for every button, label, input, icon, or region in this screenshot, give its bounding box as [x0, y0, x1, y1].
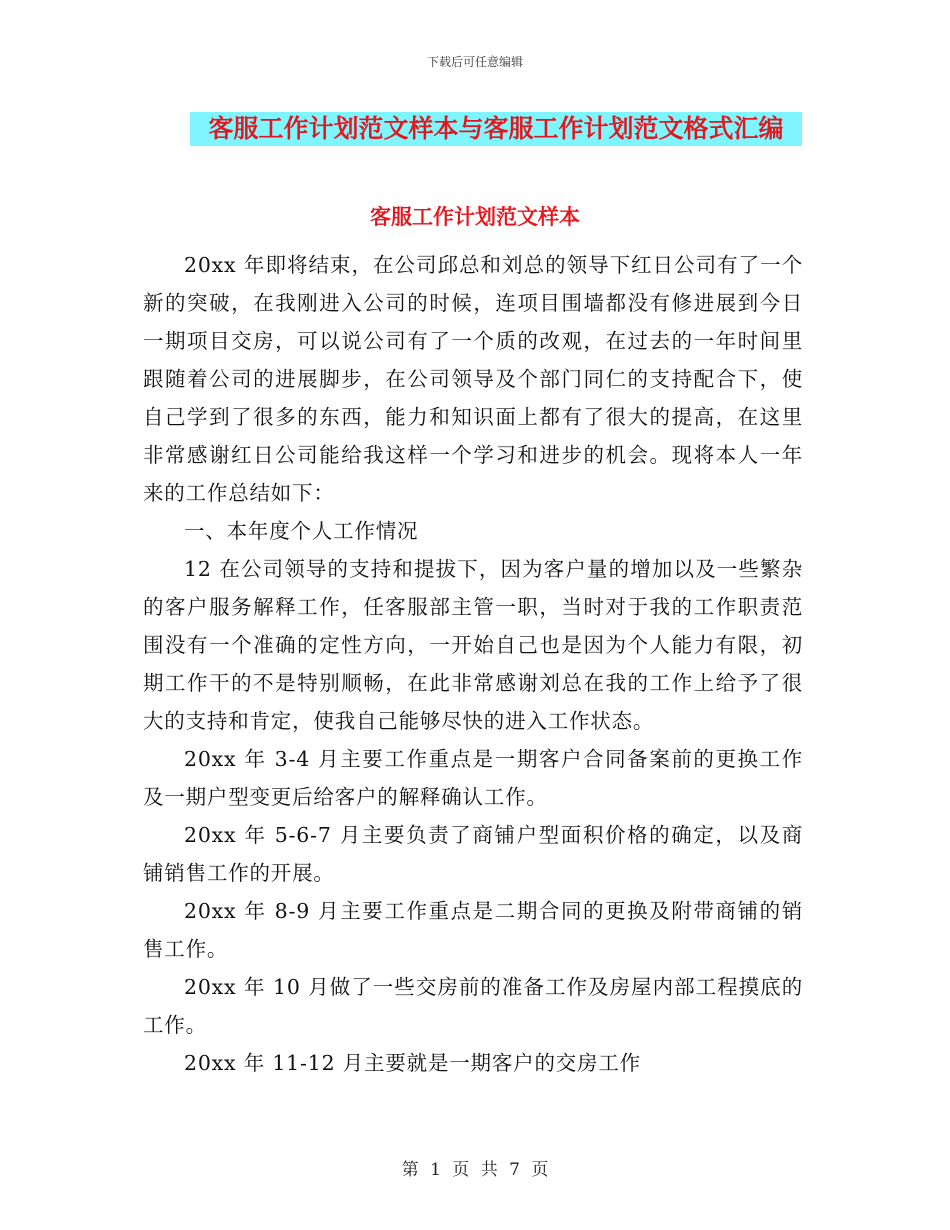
section-title: 客服工作计划范文样本 — [370, 205, 580, 229]
paragraph: 20xx 年 3-4 月主要工作重点是一期客户合同备案前的更换工作及一期户型变更后给客户的解释确认工作。 — [143, 747, 803, 809]
paragraph: 12 在公司领导的支持和提拔下，因为客户量的增加以及一些繁杂的客户服务解释工作，任客服部主管一职，当时对于我的工作职责范围没有一个准确的定性方向，一开始自己也是因为个人能力有限，初期工作干的不是特别顺畅，在此非常感谢刘总在我的工作上给予了很大的支持和肯定，使我自己能够尽快的进入工作状态。 — [143, 557, 803, 733]
document-body — [143, 246, 803, 1082]
paragraph: 20xx 年 10 月做了一些交房前的准备工作及房屋内部工程摸底的工作。 — [143, 975, 803, 1037]
paragraph: 20xx 年 8-9 月主要工作重点是二期合同的更换及附带商铺的销售工作。 — [143, 899, 803, 961]
paragraph-heading: 一、本年度个人工作情况 — [184, 519, 419, 543]
page-footer: 第 1 页 共 7 页 — [401, 1160, 549, 1180]
paragraph: 20xx 年 5-6-7 月主要负责了商铺户型面积价格的确定，以及商铺销售工作的开展。 — [143, 823, 803, 885]
paragraph: 20xx 年 11-12 月主要就是一期客户的交房工作 — [184, 1051, 641, 1075]
paragraph-intro: 20xx 年即将结束，在公司邱总和刘总的领导下红日公司有了一个新的突破，在我刚进入公司的时候，连项目围墙都没有修进展到今日一期项目交房，可以说公司有了一个质的改观，在过去的一年时间里跟随着公司的进展脚步，在公司领导及个部门同仁的支持配合下，使自己学到了很多的东西，能力和知识面上都有了很大的提高，在这里非常感谢红日公司能给我这样一个学习和进步的机会。现将本人一年来的工作总结如下： — [143, 253, 803, 505]
header-note: 下载后可任意编辑 — [426, 55, 523, 69]
document-title: 客服工作计划范文样本与客服工作计划范文格式汇编 — [208, 114, 784, 143]
